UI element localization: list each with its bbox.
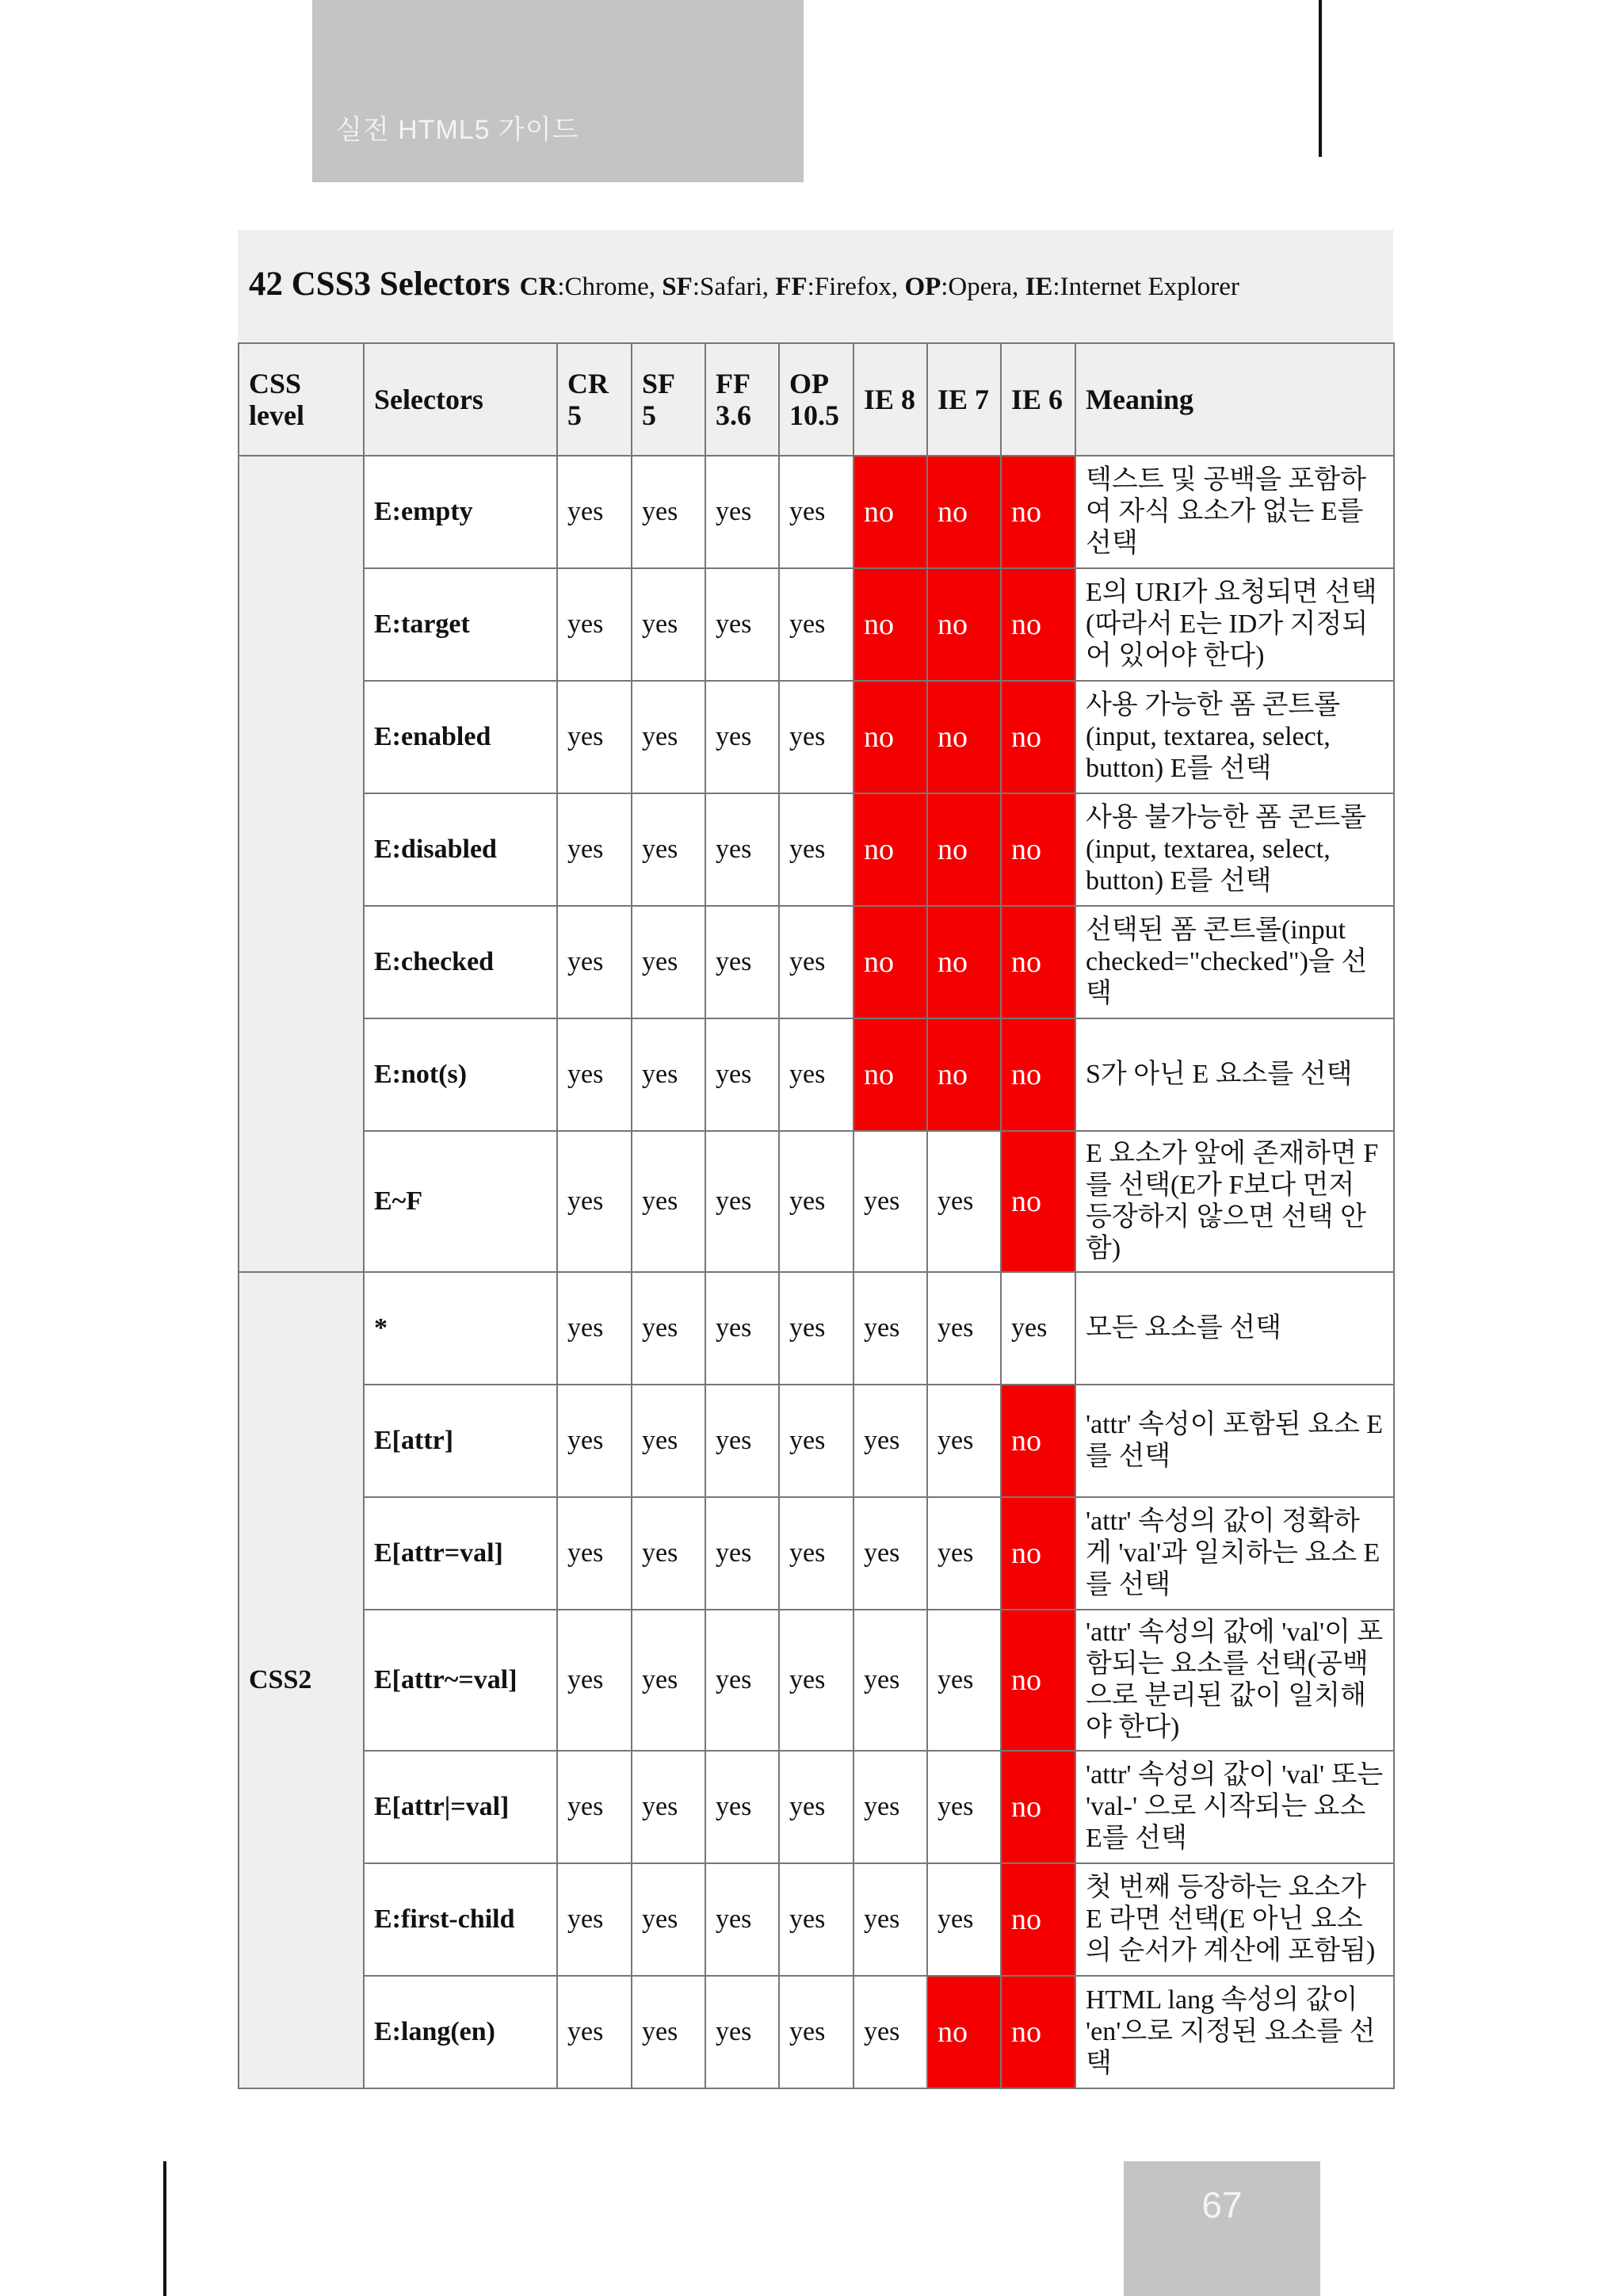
support-cell: yes bbox=[705, 793, 779, 906]
css-level-cell bbox=[239, 456, 364, 1272]
support-cell: yes bbox=[705, 1018, 779, 1131]
support-cell: no bbox=[854, 1018, 927, 1131]
support-cell: yes bbox=[632, 1610, 705, 1751]
support-cell: yes bbox=[854, 1863, 927, 1976]
col-label: 3.6 bbox=[716, 399, 751, 431]
table-body bbox=[239, 456, 1394, 2088]
col-sf bbox=[632, 343, 705, 456]
col-label: 5 bbox=[567, 399, 582, 431]
support-cell: no bbox=[927, 568, 1001, 681]
support-cell: yes bbox=[632, 1385, 705, 1497]
support-cell: yes bbox=[927, 1272, 1001, 1385]
support-cell: yes bbox=[632, 1976, 705, 2088]
support-cell: no bbox=[1001, 1863, 1075, 1976]
selector-cell: E:checked bbox=[364, 906, 557, 1018]
table-title-main: 42 CSS3 Selectors bbox=[249, 266, 510, 303]
header-divider bbox=[1319, 0, 1322, 157]
col-ff bbox=[705, 343, 779, 456]
col-label: CR bbox=[567, 368, 609, 399]
meaning-cell: 'attr' 속성의 값이 'val' 또는 'val-' 으로 시작되는 요소 E를 선택 bbox=[1075, 1751, 1394, 1863]
support-cell: yes bbox=[705, 1272, 779, 1385]
selector-cell: E:empty bbox=[364, 456, 557, 568]
table-row bbox=[239, 681, 1394, 793]
selector-cell: E[attr|=val] bbox=[364, 1751, 557, 1863]
support-cell: yes bbox=[557, 568, 632, 681]
support-cell: yes bbox=[632, 456, 705, 568]
col-label: 5 bbox=[642, 399, 656, 431]
table-row bbox=[239, 906, 1394, 1018]
table-title bbox=[249, 265, 1239, 304]
support-cell: yes bbox=[705, 1497, 779, 1610]
table-row bbox=[239, 1272, 1394, 1385]
support-cell: yes bbox=[779, 681, 854, 793]
support-cell: yes bbox=[557, 1131, 632, 1272]
support-cell: yes bbox=[557, 1497, 632, 1610]
support-cell: yes bbox=[705, 1976, 779, 2088]
support-cell: yes bbox=[557, 1272, 632, 1385]
support-cell: no bbox=[1001, 1751, 1075, 1863]
col-ie7: IE 7 bbox=[927, 343, 1001, 456]
table-row bbox=[239, 456, 1394, 568]
table-row bbox=[239, 793, 1394, 906]
support-cell: yes bbox=[779, 1272, 854, 1385]
selector-cell: E:disabled bbox=[364, 793, 557, 906]
support-cell: yes bbox=[779, 1385, 854, 1497]
meaning-cell: 'attr' 속성의 값에 'val'이 포함되는 요소를 선택(공백으로 분리된 값이 일치해야 한다) bbox=[1075, 1610, 1394, 1751]
col-ie6: IE 6 bbox=[1001, 343, 1075, 456]
support-cell: yes bbox=[705, 1610, 779, 1751]
support-cell: yes bbox=[632, 1863, 705, 1976]
support-cell: no bbox=[1001, 1018, 1075, 1131]
legend-abbr: CR bbox=[519, 273, 558, 301]
support-cell: no bbox=[1001, 568, 1075, 681]
legend-abbr: SF bbox=[662, 273, 693, 301]
support-cell: yes bbox=[557, 1863, 632, 1976]
footer-divider bbox=[163, 2161, 166, 2296]
legend-name: :Opera, bbox=[941, 273, 1025, 301]
support-cell: yes bbox=[557, 793, 632, 906]
support-cell: no bbox=[1001, 793, 1075, 906]
support-cell: no bbox=[1001, 1976, 1075, 2088]
support-cell: yes bbox=[557, 681, 632, 793]
support-cell: yes bbox=[557, 1610, 632, 1751]
support-cell: yes bbox=[927, 1751, 1001, 1863]
selector-cell: E[attr~=val] bbox=[364, 1610, 557, 1751]
legend-abbr: IE bbox=[1025, 273, 1053, 301]
meaning-cell: 사용 가능한 폼 콘트롤(input, textarea, select, button) E를 선택 bbox=[1075, 681, 1394, 793]
support-cell: yes bbox=[779, 1863, 854, 1976]
meaning-cell: 사용 불가능한 폼 콘트롤(input, textarea, select, button) E를 선택 bbox=[1075, 793, 1394, 906]
selector-cell: E:enabled bbox=[364, 681, 557, 793]
table-header-row bbox=[239, 343, 1394, 456]
support-cell: yes bbox=[705, 681, 779, 793]
selectors-table bbox=[238, 342, 1395, 2089]
support-cell: no bbox=[927, 456, 1001, 568]
support-cell: yes bbox=[632, 568, 705, 681]
col-cr bbox=[557, 343, 632, 456]
selector-cell: E:first-child bbox=[364, 1863, 557, 1976]
support-cell: yes bbox=[779, 793, 854, 906]
support-cell: no bbox=[927, 1018, 1001, 1131]
meaning-cell: 'attr' 속성이 포함된 요소 E를 선택 bbox=[1075, 1385, 1394, 1497]
support-cell: yes bbox=[854, 1385, 927, 1497]
support-cell: yes bbox=[927, 1863, 1001, 1976]
support-cell: yes bbox=[927, 1131, 1001, 1272]
support-cell: no bbox=[1001, 456, 1075, 568]
table-title-band bbox=[238, 230, 1393, 342]
table-row bbox=[239, 1976, 1394, 2088]
legend-name: :Safari, bbox=[692, 273, 776, 301]
meaning-cell: HTML lang 속성의 값이 'en'으로 지정된 요소를 선택 bbox=[1075, 1976, 1394, 2088]
legend-abbr: FF bbox=[775, 273, 808, 301]
support-cell: yes bbox=[1001, 1272, 1075, 1385]
table-row bbox=[239, 1497, 1394, 1610]
support-cell: yes bbox=[705, 1131, 779, 1272]
table-row bbox=[239, 1131, 1394, 1272]
support-cell: yes bbox=[705, 1385, 779, 1497]
support-cell: yes bbox=[632, 1131, 705, 1272]
support-cell: no bbox=[1001, 681, 1075, 793]
col-css-level bbox=[239, 343, 364, 456]
header-tab bbox=[312, 0, 804, 182]
support-cell: no bbox=[927, 1976, 1001, 2088]
meaning-cell: 첫 번째 등장하는 요소가 E 라면 선택(E 아닌 요소의 순서가 계산에 포함됨) bbox=[1075, 1863, 1394, 1976]
support-cell: yes bbox=[632, 1751, 705, 1863]
legend-name: :Chrome, bbox=[557, 273, 663, 301]
legend-abbr: OP bbox=[904, 273, 941, 301]
meaning-cell: 텍스트 및 공백을 포함하여 자식 요소가 없는 E를 선택 bbox=[1075, 456, 1394, 568]
support-cell: yes bbox=[557, 1385, 632, 1497]
support-cell: yes bbox=[632, 681, 705, 793]
meaning-cell: S가 아닌 E 요소를 선택 bbox=[1075, 1018, 1394, 1131]
col-label: 10.5 bbox=[789, 399, 839, 431]
support-cell: no bbox=[1001, 906, 1075, 1018]
col-label: FF bbox=[716, 368, 750, 399]
selector-cell: E[attr] bbox=[364, 1385, 557, 1497]
support-cell: yes bbox=[779, 1751, 854, 1863]
support-cell: yes bbox=[927, 1497, 1001, 1610]
support-cell: yes bbox=[927, 1385, 1001, 1497]
meaning-cell: E 요소가 앞에 존재하면 F를 선택(E가 F보다 먼저 등장하지 않으면 선택 안함) bbox=[1075, 1131, 1394, 1272]
support-cell: no bbox=[854, 793, 927, 906]
browser-legend bbox=[520, 273, 1239, 301]
support-cell: yes bbox=[779, 906, 854, 1018]
col-op bbox=[779, 343, 854, 456]
col-selectors: Selectors bbox=[364, 343, 557, 456]
support-cell: no bbox=[1001, 1385, 1075, 1497]
support-cell: yes bbox=[557, 456, 632, 568]
support-cell: yes bbox=[557, 1976, 632, 2088]
table-row bbox=[239, 1863, 1394, 1976]
selector-cell: E:lang(en) bbox=[364, 1976, 557, 2088]
support-cell: yes bbox=[632, 906, 705, 1018]
table-row bbox=[239, 1018, 1394, 1131]
support-cell: yes bbox=[779, 1497, 854, 1610]
meaning-cell: 모든 요소를 선택 bbox=[1075, 1272, 1394, 1385]
support-cell: no bbox=[854, 681, 927, 793]
col-meaning: Meaning bbox=[1075, 343, 1394, 456]
support-cell: yes bbox=[705, 906, 779, 1018]
table-row bbox=[239, 568, 1394, 681]
support-cell: yes bbox=[705, 1751, 779, 1863]
support-cell: yes bbox=[854, 1751, 927, 1863]
col-label: CSS bbox=[249, 368, 302, 399]
support-cell: yes bbox=[779, 1018, 854, 1131]
table-row bbox=[239, 1385, 1394, 1497]
support-cell: yes bbox=[854, 1272, 927, 1385]
book-title: 실전 HTML5 가이드 bbox=[336, 115, 579, 145]
selector-cell: E[attr=val] bbox=[364, 1497, 557, 1610]
support-cell: no bbox=[854, 456, 927, 568]
support-cell: yes bbox=[632, 1497, 705, 1610]
col-label: SF bbox=[642, 368, 676, 399]
support-cell: yes bbox=[705, 568, 779, 681]
page-number-box bbox=[1124, 2161, 1320, 2296]
support-cell: yes bbox=[557, 1751, 632, 1863]
selector-cell: E:target bbox=[364, 568, 557, 681]
selector-cell: E~F bbox=[364, 1131, 557, 1272]
support-cell: no bbox=[927, 681, 1001, 793]
col-ie8: IE 8 bbox=[854, 343, 927, 456]
support-cell: no bbox=[854, 568, 927, 681]
support-cell: yes bbox=[779, 1610, 854, 1751]
support-cell: yes bbox=[854, 1497, 927, 1610]
col-label: OP bbox=[789, 368, 829, 399]
support-cell: yes bbox=[705, 1863, 779, 1976]
support-cell: yes bbox=[557, 906, 632, 1018]
support-cell: yes bbox=[854, 1131, 927, 1272]
support-cell: yes bbox=[632, 1018, 705, 1131]
support-cell: yes bbox=[854, 1610, 927, 1751]
css-level-cell: CSS2 bbox=[239, 1272, 364, 2088]
support-cell: no bbox=[854, 906, 927, 1018]
support-cell: yes bbox=[779, 568, 854, 681]
meaning-cell: E의 URI가 요청되면 선택(따라서 E는 ID가 지정되어 있어야 한다) bbox=[1075, 568, 1394, 681]
support-cell: no bbox=[1001, 1131, 1075, 1272]
page-number: 67 bbox=[1201, 2184, 1243, 2225]
support-cell: yes bbox=[705, 456, 779, 568]
col-label: level bbox=[249, 399, 304, 431]
meaning-cell: 'attr' 속성의 값이 정확하게 'val'과 일치하는 요소 E를 선택 bbox=[1075, 1497, 1394, 1610]
support-cell: yes bbox=[632, 1272, 705, 1385]
support-cell: no bbox=[1001, 1610, 1075, 1751]
table-row bbox=[239, 1610, 1394, 1751]
meaning-cell: 선택된 폼 콘트롤(input checked="checked")을 선택 bbox=[1075, 906, 1394, 1018]
support-cell: yes bbox=[779, 1976, 854, 2088]
support-cell: yes bbox=[632, 793, 705, 906]
legend-name: :Firefox, bbox=[807, 273, 905, 301]
support-cell: yes bbox=[779, 1131, 854, 1272]
support-cell: yes bbox=[854, 1976, 927, 2088]
legend-name: :Internet Explorer bbox=[1052, 273, 1239, 301]
support-cell: yes bbox=[779, 456, 854, 568]
selector-cell: E:not(s) bbox=[364, 1018, 557, 1131]
support-cell: yes bbox=[557, 1018, 632, 1131]
selector-cell: * bbox=[364, 1272, 557, 1385]
support-cell: no bbox=[1001, 1497, 1075, 1610]
support-cell: no bbox=[927, 906, 1001, 1018]
table-row bbox=[239, 1751, 1394, 1863]
support-cell: yes bbox=[927, 1610, 1001, 1751]
support-cell: no bbox=[927, 793, 1001, 906]
